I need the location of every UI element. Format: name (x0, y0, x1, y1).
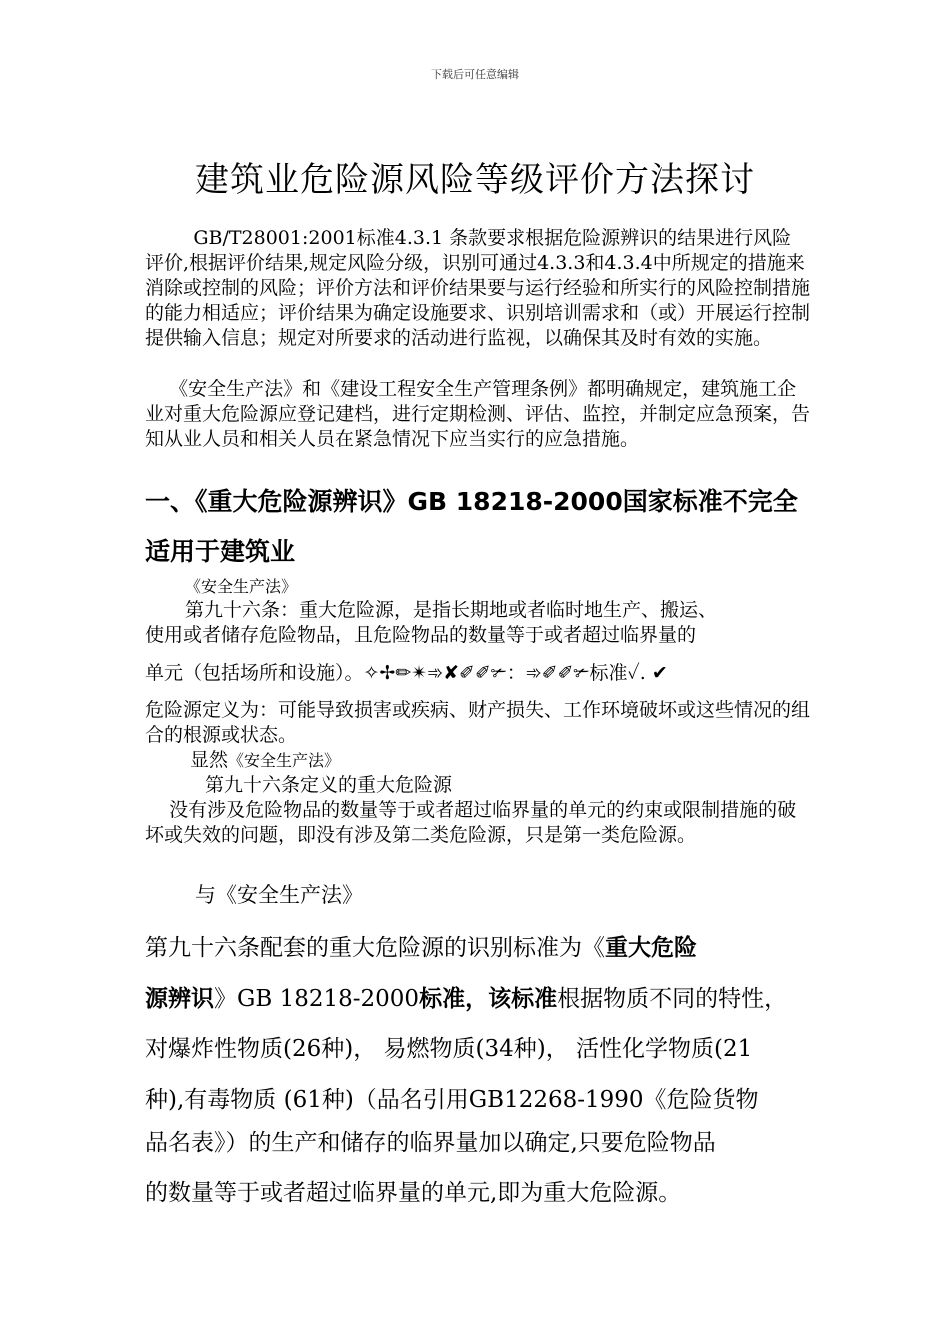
large-line-4: 种),有毒物质 (61种)（品名引用GB12268-1990《危险货物 (145, 1087, 759, 1113)
large-line-3: 对爆炸性物质(26种)， 易燃物质(34种)， 活性化学物质(21 (145, 1036, 753, 1062)
large-line-2-bold-1: 源辨识 (145, 985, 214, 1012)
article-96-defined: 第九十六条定义的重大危险源 (205, 774, 453, 796)
article-96-line-3 (145, 661, 668, 686)
law-reference: 《安全生产法》 (185, 577, 298, 596)
large-line-5: 品名表》）的生产和储存的临界量加以确定,只要危险物品 (145, 1130, 716, 1156)
large-line-1 (145, 922, 825, 974)
article-96-line-2: 使用或者储存危险物品，且危险物品的数量等于或者超过临界量的 (145, 624, 697, 646)
large-line-2-mid: 》GB 18218-2000 (214, 986, 420, 1012)
obviously-line (190, 748, 340, 773)
paragraph-no-involvement: 没有涉及危险物品的数量等于或者超过临界量的单元的约束或限制措施的破坏或失效的问题，即没有涉及第二类危险源，只是第一类危险源。 (145, 799, 797, 846)
large-line-1-text: 第九十六条配套的重大危险源的识别标准为《 (145, 935, 605, 961)
large-line-1-bold: 重大危险 (605, 934, 697, 961)
paragraph-standard-requirements: GB/T28001:2001标准4.3.1 条款要求根据危险源辨识的结果进行风险评价,根据评价结果,规定风险分级，识别可通过4.3.3和4.3.4中所规定的措施来消除或控制的风险；评价方法和评价结果要与运行经验和所实行的风险控制措施的能力相适应；评价结果为确定设施要求、识别培训需求和（或）开展运行控制提供输入信息；规定对所要求的活动进行监视，以确保其及时有效的实施。 (145, 227, 811, 349)
paragraph-safety-law: 《安全生产法》和《建设工程安全生产管理条例》都明确规定，建筑施工企业对重大危险源应登记建档，进行定期检测、评估、监控，并制定应急预案，告知从业人员和相关人员在紧急情况下应当实行的应急措施。 (145, 378, 811, 450)
page-title: 建筑业危险源风险等级评价方法探讨 (195, 160, 755, 200)
header-note: 下载后可任意编辑 (431, 68, 519, 81)
large-line-2-bold-2: 标准，该标准 (419, 985, 558, 1012)
large-line-2-tail: 根据物质不同的特性， (557, 986, 788, 1012)
article-96-line-3-tail: 标准✓. ✔ (589, 662, 668, 684)
obviously-law: 《安全生产法》 (228, 751, 341, 770)
with-law-line: 与《安全生产法》 (195, 883, 363, 907)
garbled-symbols: ✧✢✏✴➾✘✐✐✃：➾✐✐✃ (363, 662, 590, 684)
obviously-label: 显然 (190, 749, 229, 771)
article-96-line-1: 第九十六条：重大危险源，是指长期地或者临时地生产、搬运、 (185, 599, 718, 621)
section-heading-1: 一、《重大危险源辨识》GB 18218-2000国家标准不完全适用于建筑业 (145, 487, 798, 566)
article-96-line-3-text: 单元（包括场所和设施）。 (145, 662, 364, 684)
large-line-6: 的数量等于或者超过临界量的单元,即为重大危险源。 (145, 1180, 682, 1206)
hazard-definition: 危险源定义为：可能导致损害或疾病、财产损失、工作环境破坏或这些情况的组合的根源或状态。 (145, 699, 811, 746)
large-line-2 (145, 973, 825, 1025)
